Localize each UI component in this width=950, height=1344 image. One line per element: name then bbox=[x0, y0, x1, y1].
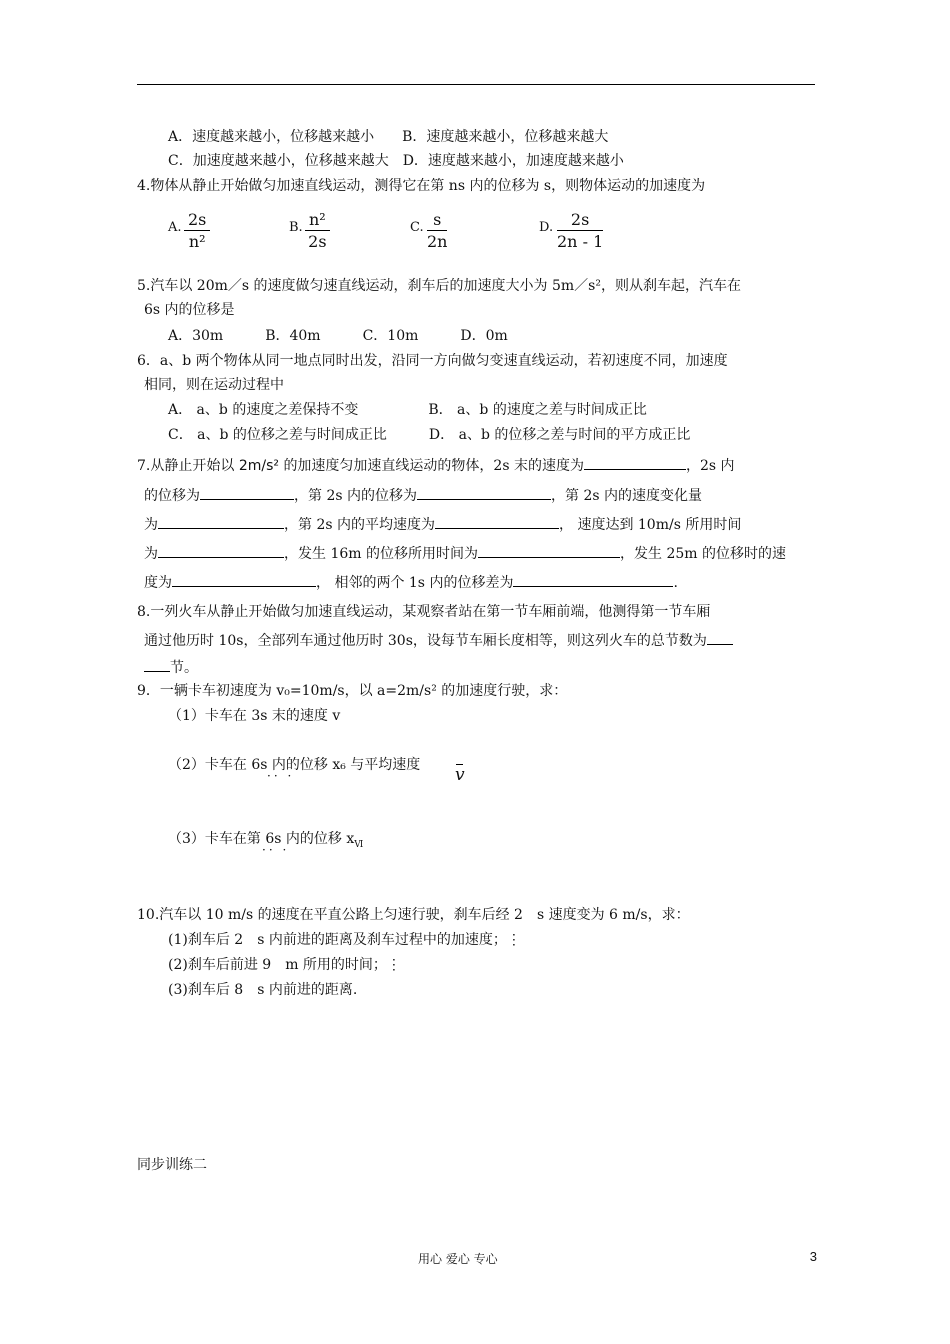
q10-part1: (1)刹车后 2 s 内前进的距离及刹车过程中的加速度；⋮ bbox=[168, 932, 521, 948]
q7-line5 bbox=[144, 572, 678, 593]
q10-part2: (2)刹车后前进 9 m 所用的时间；⋮ bbox=[168, 957, 401, 973]
q6-stem-line1: 6．a、b 两个物体从同一地点同时出发，沿同一方向做匀变速直线运动，若初速度不同，加速度 bbox=[137, 353, 728, 369]
q9-part2: （2）卡车在 6s 内的位移 x₆ 与平均速度 bbox=[168, 757, 421, 773]
q4-d-denominator: 2n - 1 bbox=[557, 232, 604, 251]
q7-blank-average-velocity[interactable] bbox=[435, 514, 559, 529]
q9-stem: 9．一辆卡车初速度为 v₀=10m/s，以 a=2m/s² 的加速度行驶，求： bbox=[137, 683, 568, 699]
q8-line3-text: 节。 bbox=[170, 660, 198, 676]
q6-options-row1: A． a、b 的速度之差保持不变 B． a、b 的速度之差与时间成正比 bbox=[168, 402, 647, 418]
q7-line1-mid: 的加速度匀加速直线运动的物体，2s 末的速度为 bbox=[283, 458, 584, 474]
q7-line3-mid: ，第 2s 内的平均速度为 bbox=[284, 517, 435, 533]
q9-part3-text: （3）卡车在第 6s 内的位移 x bbox=[168, 831, 355, 847]
page-footer: 用心 爱心 专心 bbox=[418, 1252, 498, 1266]
q8-line3 bbox=[144, 657, 198, 678]
q7-blank-time-10ms[interactable] bbox=[158, 543, 284, 558]
q9-average-velocity-symbol: v bbox=[455, 765, 465, 785]
q7-blank-velocity[interactable] bbox=[584, 455, 686, 470]
q3-options-row2: C．加速度越来越小，位移越来越大 D．速度越来越小，加速度越来越小 bbox=[168, 153, 624, 169]
q7-blank-velocity-25m[interactable] bbox=[172, 572, 316, 587]
q6-options-row2: C． a、b 的位移之差与时间成正比 D． a、b 的位移之差与时间的平方成正比 bbox=[168, 427, 691, 443]
q4-option-a-fraction bbox=[184, 210, 210, 251]
q9-part1: （1）卡车在 3s 末的速度 v bbox=[168, 708, 341, 724]
q8-line2-text: 通过他历时 10s，全部列车通过他历时 30s，设每节车厢长度相等，则这列火车的总节数为 bbox=[144, 633, 707, 649]
q7-line3-prefix: 为 bbox=[144, 517, 158, 533]
q4-b-numerator: n² bbox=[305, 210, 330, 231]
q3-options-row1: A．速度越来越小，位移越来越小 B．速度越来越小，位移越来越大 bbox=[168, 129, 609, 145]
q7-blank-second-displacement[interactable] bbox=[417, 485, 551, 500]
q9-part3-subscript: Ⅵ bbox=[354, 839, 364, 850]
q4-b-denominator: 2s bbox=[308, 232, 327, 251]
q7-line5-prefix: 度为 bbox=[144, 575, 172, 591]
q8-line2 bbox=[144, 630, 733, 651]
q10-stem: 10.汽车以 10 m/s 的速度在平直公路上匀速行驶，刹车后经 2 s 速度变为 6 m/s，求： bbox=[137, 907, 690, 923]
q7-line3 bbox=[144, 514, 741, 535]
q4-d-numerator: 2s bbox=[557, 210, 603, 231]
q10-part3: (3)刹车后 8 s 内前进的距离. bbox=[168, 982, 358, 998]
q7-line2-mid: ，第 2s 内的位移为 bbox=[294, 488, 417, 504]
q5-stem-line2: 6s 内的位移是 bbox=[144, 302, 235, 318]
q7-line1-prefix: 7.从静止开始以 bbox=[137, 458, 235, 474]
q4-a-denominator: n² bbox=[188, 232, 206, 251]
q4-c-denominator: 2n bbox=[427, 232, 448, 251]
q7-blank-velocity-change[interactable] bbox=[158, 514, 284, 529]
q4-option-b-fraction bbox=[305, 210, 330, 251]
q7-line4 bbox=[144, 543, 786, 564]
q7-line2-suffix: ，第 2s 内的速度变化量 bbox=[551, 488, 702, 504]
q7-line5-mid: ， 相邻的两个 1s 内的位移差为 bbox=[316, 575, 514, 591]
header-rule bbox=[137, 84, 815, 85]
q4-stem: 4.物体从静止开始做匀加速直线运动，测得它在第 ns 内的位移为 s，则物体运动的加速度为 bbox=[137, 178, 706, 194]
q5-options: A．30m B．40m C．10m D．0m bbox=[168, 328, 508, 344]
q7-line2-prefix: 的位移为 bbox=[144, 488, 200, 504]
q7-line5-suffix: . bbox=[673, 575, 678, 591]
q7-line1-suffix: ，2s 内 bbox=[685, 458, 735, 474]
q8-blank-part2[interactable] bbox=[144, 657, 170, 672]
q5-stem-line1: 5.汽车以 20m／s 的速度做匀速直线运动，刹车后的加速度大小为 5m／s²，则从刹车起，汽车在 bbox=[137, 278, 741, 294]
q7-blank-displacement[interactable] bbox=[200, 485, 294, 500]
q4-a-numerator: 2s bbox=[184, 210, 210, 231]
q7-line4-suffix: ，发生 25m 的位移时的速 bbox=[620, 546, 786, 562]
q7-line3-suffix: ， 速度达到 10m/s 所用时间 bbox=[559, 517, 742, 533]
q6-stem-line2: 相同，则在运动过程中 bbox=[144, 377, 284, 393]
q4-option-d-label: D. bbox=[539, 220, 554, 235]
q7-acceleration: 2m/s² bbox=[238, 458, 279, 474]
q8-blank-part1[interactable] bbox=[707, 630, 733, 645]
q4-option-c-label: C. bbox=[410, 220, 424, 235]
q9-part2-emphasis-dots: ·· · bbox=[267, 769, 295, 783]
q4-option-a-label: A. bbox=[168, 220, 182, 235]
q7-line1 bbox=[137, 455, 735, 476]
q9-part3-emphasis-dots: ·· · bbox=[262, 843, 290, 857]
page-number: 3 bbox=[809, 1249, 817, 1264]
q7-line2 bbox=[144, 485, 702, 506]
q7-line4-prefix: 为 bbox=[144, 546, 158, 562]
q7-blank-displacement-difference[interactable] bbox=[513, 572, 673, 587]
section-heading: 同步训练二 bbox=[137, 1157, 207, 1173]
q4-option-d-fraction bbox=[557, 210, 603, 251]
q7-line4-mid: ，发生 16m 的位移所用时间为 bbox=[284, 546, 478, 562]
q9-vbar bbox=[456, 764, 463, 765]
q8-line1: 8.一列火车从静止开始做匀加速直线运动，某观察者站在第一节车厢前端，他测得第一节车厢 bbox=[137, 604, 711, 620]
q4-c-numerator: s bbox=[427, 210, 447, 231]
q4-option-c-fraction bbox=[427, 210, 447, 251]
q4-option-b-label: B. bbox=[289, 220, 303, 235]
q7-blank-time-16m[interactable] bbox=[478, 543, 620, 558]
